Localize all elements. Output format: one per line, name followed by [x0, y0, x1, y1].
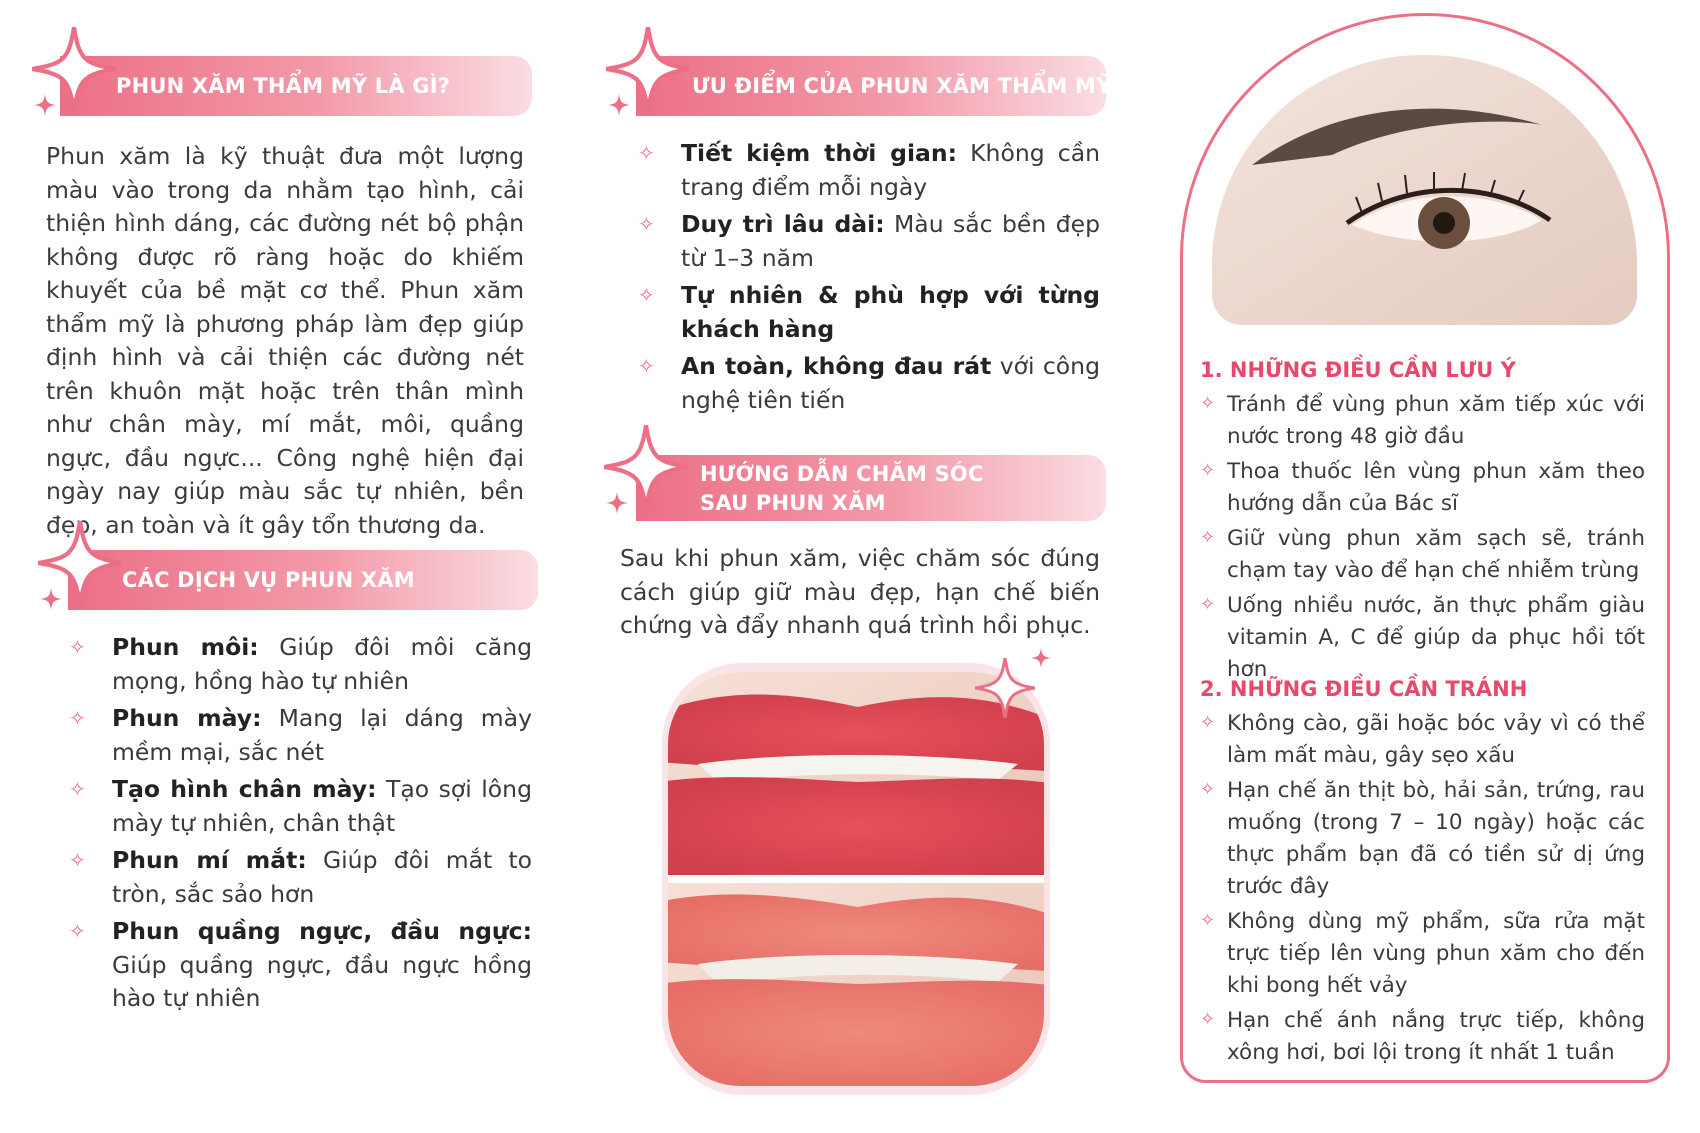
sparkle-icon	[975, 640, 1055, 720]
sparkle-icon	[24, 22, 124, 122]
sparkle-bullet-icon: ✧	[1200, 393, 1216, 414]
item-label: Phun mày:	[112, 704, 262, 732]
list-item	[1200, 456, 1645, 520]
section4-title-line1: HƯỚNG DẪN CHĂM SÓC	[700, 462, 984, 486]
advantages-list	[638, 137, 1100, 421]
sparkle-bullet-icon: ✧	[638, 354, 655, 378]
sparkle-bullet-icon: ✧	[69, 919, 86, 943]
item-text: Uống nhiều nước, ăn thực phẩm giàu vitamin A, C để giúp da phục hồi tốt hơn	[1227, 593, 1645, 682]
services-list	[69, 631, 532, 1020]
list-item	[638, 137, 1100, 204]
item-text: Không dùng mỹ phẩm, sữa rửa mặt trực tiếp lên vùng phun xăm cho đến khi bong hết vảy	[1227, 909, 1645, 998]
sparkle-bullet-icon: ✧	[69, 848, 86, 872]
list-item	[69, 631, 532, 698]
list-item	[69, 702, 532, 769]
care-notes-list	[1200, 389, 1645, 689]
item-label: Tạo hình chân mày:	[112, 775, 377, 803]
sparkle-bullet-icon: ✧	[1200, 779, 1216, 800]
list-item	[1200, 523, 1645, 587]
section1-body: Phun xăm là kỹ thuật đưa một lượng màu vào trong da nhằm tạo hình, cải thiện hình dáng, các đường nét bộ phận không được rõ ràng hoặc do khiếm khuyết của bề mặt cơ thể. Phun xăm thẩm mỹ là phương pháp làm đẹp giúp định hình và cải thiện các đường nét trên khuôn mặt hoặc trên thân mình như chân mày, mí mắt, môi, quầng ngực, đầu ngực... Công nghệ hiện đại ngày nay giúp màu sắc tự nhiên, bền đẹp, an toàn và ít gây tổn thương da.	[46, 142, 524, 539]
item-text: Tạo sợi lông mày tự nhiên, chân thật	[112, 775, 532, 837]
sparkle-bullet-icon: ✧	[69, 706, 86, 730]
list-item	[69, 915, 532, 1016]
list-item	[1200, 708, 1645, 772]
sparkle-icon	[30, 516, 130, 616]
sparkle-bullet-icon: ✧	[1200, 460, 1216, 481]
item-text: Thoa thuốc lên vùng phun xăm theo hướng dẫn của Bác sĩ	[1227, 459, 1645, 516]
item-text: Giúp đôi mắt to tròn, sắc sảo hơn	[112, 846, 532, 908]
item-text: Mang lại dáng mày mềm mại, sắc nét	[112, 704, 532, 766]
care-avoid-list	[1200, 708, 1645, 1072]
sparkle-bullet-icon: ✧	[638, 212, 655, 236]
list-item	[638, 279, 1100, 346]
list-item	[69, 773, 532, 840]
item-text: Hạn chế ánh nắng trực tiếp, không xông hơi, bơi lội trong ít nhất 1 tuần	[1227, 1008, 1645, 1065]
sparkle-bullet-icon: ✧	[1200, 1009, 1216, 1030]
list-item	[1200, 590, 1645, 686]
list-item	[638, 350, 1100, 417]
list-item	[638, 208, 1100, 275]
sparkle-bullet-icon: ✧	[1200, 594, 1216, 615]
item-label: Phun môi:	[112, 633, 259, 661]
item-text: Không cào, gãi hoặc bóc vảy vì có thể làm mất màu, gây sẹo xấu	[1227, 711, 1645, 768]
sparkle-bullet-icon: ✧	[1200, 910, 1216, 931]
sparkle-bullet-icon: ✧	[1200, 712, 1216, 733]
sparkle-icon	[596, 420, 696, 520]
list-item	[69, 844, 532, 911]
list-item	[1200, 775, 1645, 903]
item-text: Màu sắc bền đẹp từ 1–3 năm	[681, 210, 1100, 272]
care-heading-avoid: 2. NHỮNG ĐIỀU CẦN TRÁNH	[1200, 677, 1528, 701]
lips-photo	[668, 672, 1044, 1086]
sparkle-bullet-icon: ✧	[638, 141, 655, 165]
section3-title: ƯU ĐIỂM CỦA PHUN XĂM THẨM MỸ	[692, 74, 1112, 98]
section2-title: CÁC DỊCH VỤ PHUN XĂM	[122, 568, 415, 592]
item-text: với công nghệ tiên tiến	[681, 352, 1100, 414]
item-label: An toàn, không đau rát	[681, 352, 992, 380]
section1-title: PHUN XĂM THẨM MỸ LÀ GÌ?	[116, 74, 451, 98]
item-text: Giúp đôi môi căng mọng, hồng hào tự nhiên	[112, 633, 533, 695]
item-text: Giúp quầng ngực, đầu ngực hồng hào tự nhiên	[112, 950, 532, 1012]
sparkle-bullet-icon: ✧	[69, 635, 86, 659]
list-item	[1200, 389, 1645, 453]
item-text: Hạn chế ăn thịt bò, hải sản, trứng, rau muống (trong 7 – 10 ngày) hoặc các thực phẩm bạn đã có tiền sử dị ứng trước đây	[1227, 778, 1645, 899]
item-label: Tự nhiên & phù hợp với từng khách hàng	[681, 281, 1100, 343]
sparkle-icon	[598, 22, 698, 122]
item-label: Tiết kiệm thời gian:	[681, 139, 957, 167]
care-heading-notes: 1. NHỮNG ĐIỀU CẦN LƯU Ý	[1200, 358, 1516, 382]
list-item	[1200, 906, 1645, 1002]
sparkle-bullet-icon: ✧	[69, 777, 86, 801]
item-label: Duy trì lâu dài:	[681, 210, 885, 238]
item-label: Phun quầng ngực, đầu ngực:	[112, 917, 532, 945]
sparkle-bullet-icon: ✧	[638, 283, 655, 307]
item-text: Không cần trang điểm mỗi ngày	[681, 139, 1100, 201]
section4-title-line2: SAU PHUN XĂM	[700, 491, 886, 515]
item-text: Tránh để vùng phun xăm tiếp xúc với nước trong 48 giờ đầu	[1227, 392, 1645, 449]
item-text: Giữ vùng phun xăm sạch sẽ, tránh chạm tay vào để hạn chế nhiễm trùng	[1227, 526, 1645, 583]
list-item	[1200, 1005, 1645, 1069]
section4-body: Sau khi phun xăm, việc chăm sóc đúng cách giúp giữ màu đẹp, hạn chế biến chứng và đẩy nhanh quá trình hồi phục.	[620, 544, 1100, 639]
item-label: Phun mí mắt:	[112, 846, 307, 874]
sparkle-bullet-icon: ✧	[1200, 527, 1216, 548]
